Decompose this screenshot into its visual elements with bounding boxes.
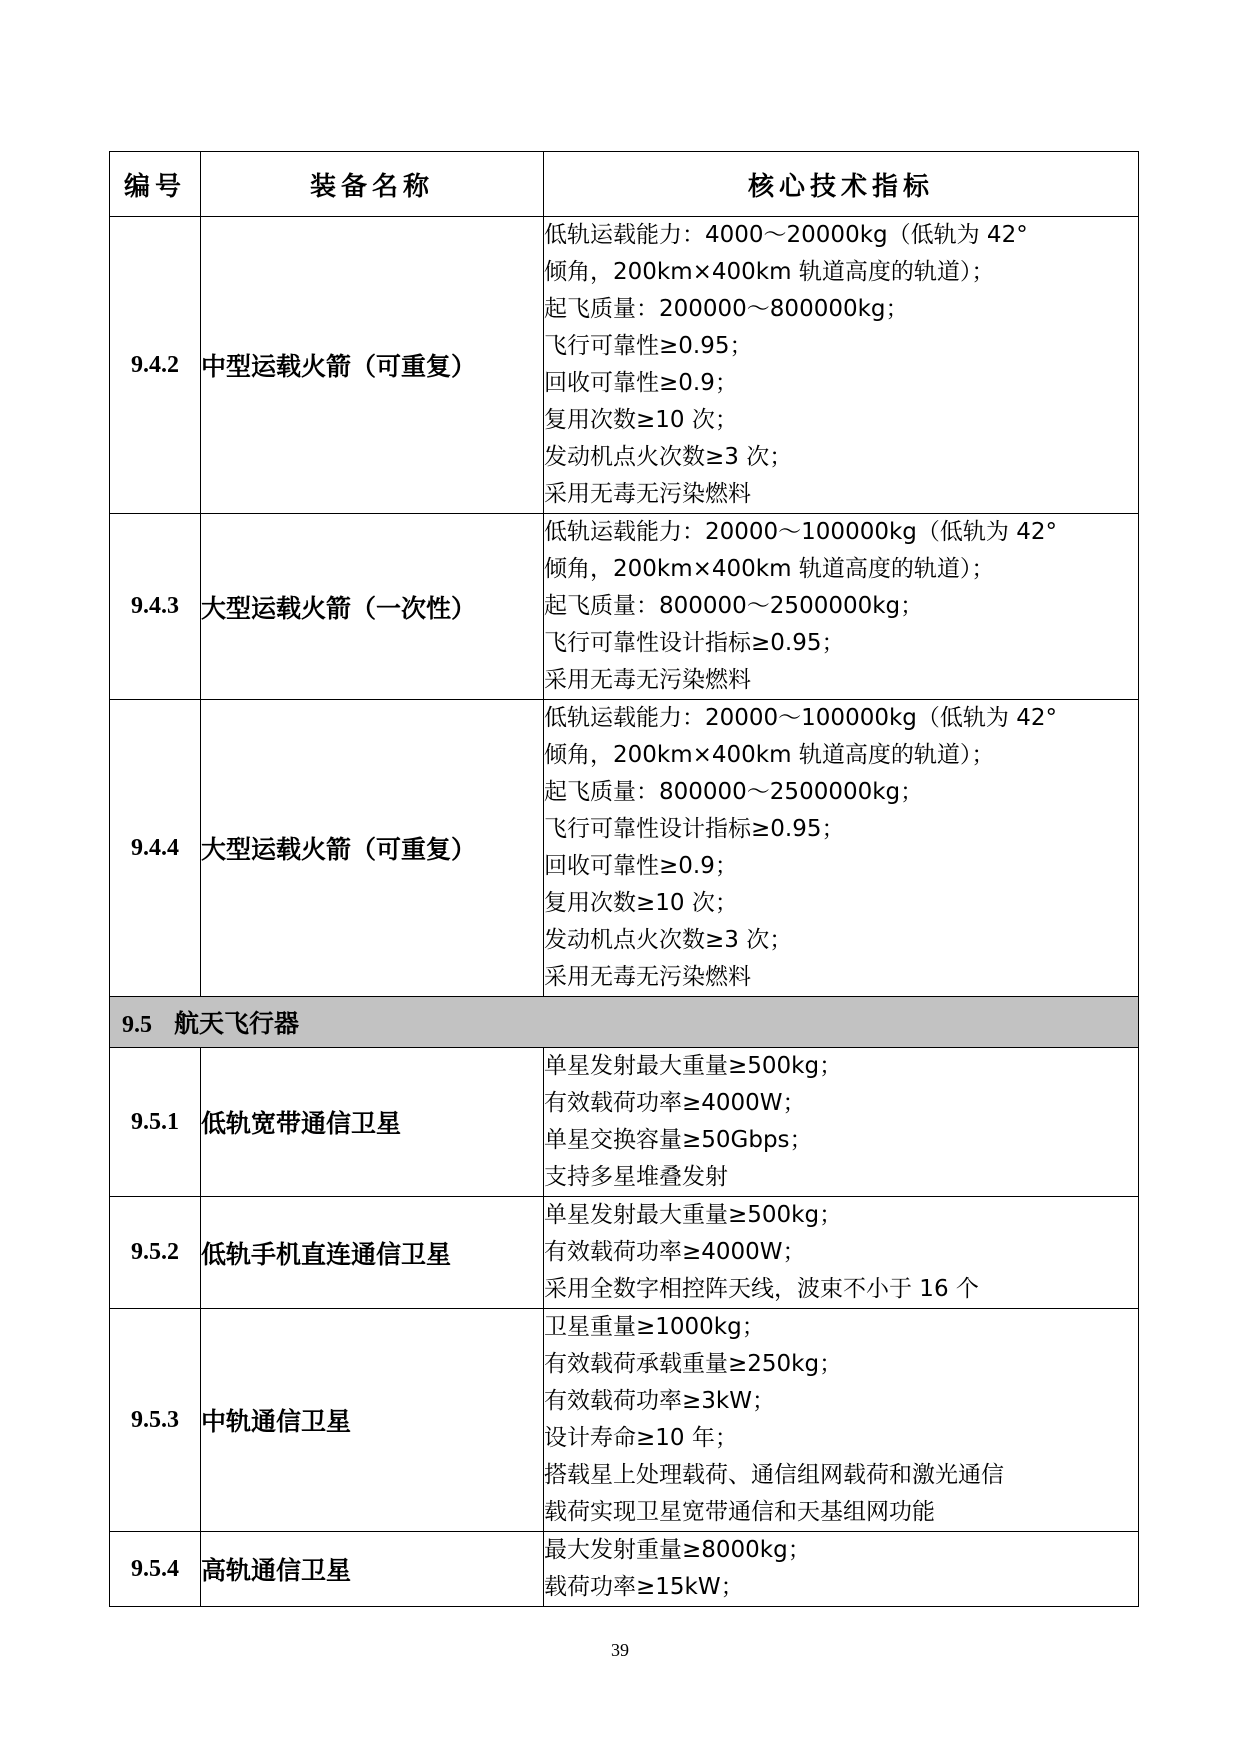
equipment-name: 中轨通信卫星 xyxy=(201,1309,544,1532)
spec-line: 单星发射最大重量≥500kg； xyxy=(544,1053,843,1079)
spec-line: 发动机点火次数≥3 次； xyxy=(544,927,793,953)
spec-line: 载荷实现卫星宽带通信和天基组网功能 xyxy=(544,1499,935,1525)
table-row xyxy=(110,1048,1139,1197)
table-row xyxy=(110,217,1139,514)
page-number: 39 xyxy=(611,1640,629,1660)
spec-line: 采用无毒无污染燃料 xyxy=(544,667,751,693)
equipment-name: 高轨通信卫星 xyxy=(201,1532,544,1607)
table-row xyxy=(110,514,1139,700)
equipment-name: 大型运载火箭（可重复） xyxy=(201,700,544,997)
item-number: 9.4.2 xyxy=(110,217,201,514)
spec-line: 回收可靠性≥0.9； xyxy=(544,370,738,396)
spec-line: 起飞质量：200000～800000kg； xyxy=(544,296,909,322)
core-specs xyxy=(544,1048,1139,1197)
item-number: 9.4.3 xyxy=(110,514,201,700)
spec-line: 采用无毒无污染燃料 xyxy=(544,964,751,990)
spec-line: 卫星重量≥1000kg； xyxy=(544,1314,765,1340)
spec-line: 有效载荷功率≥3kW； xyxy=(544,1388,775,1414)
table-row xyxy=(110,1309,1139,1532)
spec-line: 采用全数字相控阵天线，波束不小于 16 个 xyxy=(544,1276,979,1302)
spec-line: 复用次数≥10 次； xyxy=(544,890,738,916)
header-number: 编号 xyxy=(110,152,201,217)
item-number: 9.5.3 xyxy=(110,1309,201,1532)
spec-line: 起飞质量：800000～2500000kg； xyxy=(544,779,924,805)
section-number: 9.5 xyxy=(122,1012,152,1038)
equipment-name: 低轨手机直连通信卫星 xyxy=(201,1197,544,1309)
section-title: 航天飞行器 xyxy=(174,1009,300,1038)
spec-line: 载荷功率≥15kW； xyxy=(544,1574,744,1600)
table-body-rockets xyxy=(110,217,1139,997)
core-specs xyxy=(544,1532,1139,1607)
spec-line: 飞行可靠性设计指标≥0.95； xyxy=(544,816,845,842)
spec-line: 飞行可靠性设计指标≥0.95； xyxy=(544,630,845,656)
spec-line: 最大发射重量≥8000kg； xyxy=(544,1537,811,1563)
item-number: 9.5.1 xyxy=(110,1048,201,1197)
table-header-row xyxy=(110,152,1139,217)
spec-line: 支持多星堆叠发射 xyxy=(544,1164,728,1190)
header-name: 装备名称 xyxy=(201,152,544,217)
equipment-name: 中型运载火箭（可重复） xyxy=(201,217,544,514)
table-body-spacecraft xyxy=(110,1048,1139,1607)
item-number: 9.5.2 xyxy=(110,1197,201,1309)
spec-line: 倾角，200km×400km 轨道高度的轨道）； xyxy=(544,259,995,285)
equipment-name: 大型运载火箭（一次性） xyxy=(201,514,544,700)
spec-line: 搭载星上处理载荷、通信组网载荷和激光通信 xyxy=(544,1462,1004,1488)
table-row xyxy=(110,1532,1139,1607)
spec-line: 设计寿命≥10 年； xyxy=(544,1425,738,1451)
section-row xyxy=(110,997,1139,1048)
spec-line: 倾角，200km×400km 轨道高度的轨道）； xyxy=(544,742,995,768)
spec-line: 低轨运载能力：20000～100000kg（低轨为 42° xyxy=(544,705,1057,731)
spec-line: 起飞质量：800000～2500000kg； xyxy=(544,593,924,619)
spec-line: 低轨运载能力：20000～100000kg（低轨为 42° xyxy=(544,519,1057,545)
core-specs xyxy=(544,217,1139,514)
core-specs xyxy=(544,1197,1139,1309)
spec-line: 有效载荷功率≥4000W； xyxy=(544,1239,806,1265)
header-specs: 核心技术指标 xyxy=(544,152,1139,217)
core-specs xyxy=(544,700,1139,997)
spec-line: 有效载荷功率≥4000W； xyxy=(544,1090,806,1116)
spec-line: 回收可靠性≥0.9； xyxy=(544,853,738,879)
section-heading xyxy=(110,997,1139,1048)
table-row xyxy=(110,700,1139,997)
spec-line: 倾角，200km×400km 轨道高度的轨道）； xyxy=(544,556,995,582)
equipment-name: 低轨宽带通信卫星 xyxy=(201,1048,544,1197)
table-body-section xyxy=(110,997,1139,1048)
spec-line: 单星发射最大重量≥500kg； xyxy=(544,1202,843,1228)
spec-line: 低轨运载能力：4000～20000kg（低轨为 42° xyxy=(544,222,1028,248)
item-number: 9.5.4 xyxy=(110,1532,201,1607)
spec-line: 采用无毒无污染燃料 xyxy=(544,481,751,507)
core-specs xyxy=(544,514,1139,700)
core-specs xyxy=(544,1309,1139,1532)
spec-line: 单星交换容量≥50Gbps； xyxy=(544,1127,813,1153)
spec-line: 飞行可靠性≥0.95； xyxy=(544,333,753,359)
item-number: 9.4.4 xyxy=(110,700,201,997)
spec-line: 有效载荷承载重量≥250kg； xyxy=(544,1351,843,1377)
spec-line: 发动机点火次数≥3 次； xyxy=(544,444,793,470)
table-row xyxy=(110,1197,1139,1309)
equipment-spec-table xyxy=(109,151,1139,1607)
spec-line: 复用次数≥10 次； xyxy=(544,407,738,433)
